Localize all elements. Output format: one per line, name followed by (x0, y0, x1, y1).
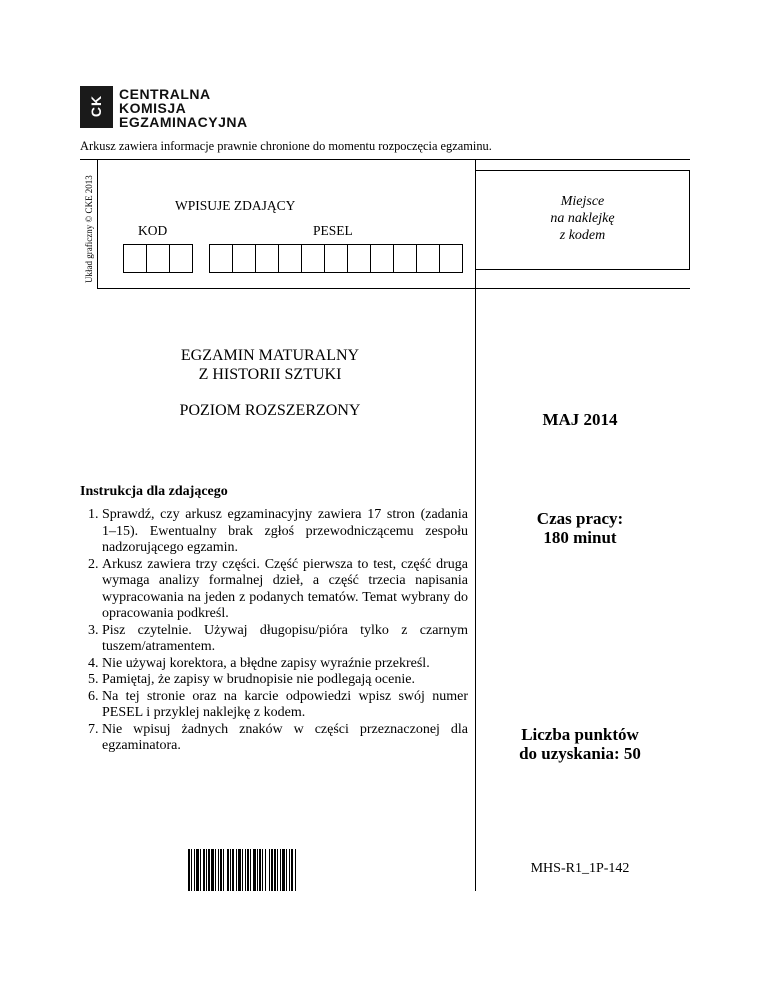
exam-title-2: Z HISTORII SZTUKI (198, 366, 342, 383)
exam-session: MAJ 2014 (542, 410, 618, 429)
kod-box[interactable] (147, 245, 170, 272)
logo-line-2: KOMISJA (119, 100, 187, 116)
logo-line-1: CENTRALNA (119, 86, 211, 102)
instruction-item: 5. Pamiętaj, że zapisy w brudnopisie nie podlegają ocenie. (102, 672, 468, 689)
instruction-item: 4. Nie używaj korektora, a błędne zapisy wyraźnie przekreśl. (102, 656, 468, 673)
pesel-box[interactable] (440, 245, 462, 272)
instruction-item: 7. Nie wpisuj żadnych znaków w części przeznaczonej dla egzaminatora. (102, 722, 468, 755)
pesel-box[interactable] (417, 245, 440, 272)
points-label: Liczba punktów (521, 725, 639, 744)
pesel-label: PESEL (313, 223, 353, 238)
points-value: do uzyskania: 50 (519, 744, 641, 763)
instruction-item: 1. Sprawdź, czy arkusz egzaminacyjny zawiera 17 stron (zadania 1–15). Ewentualny brak zgłoś przewodniczącemu zespołu nadzorującego egzamin. (102, 507, 468, 557)
pesel-boxes[interactable] (209, 244, 463, 273)
barcode-image (188, 849, 401, 891)
pesel-box[interactable] (210, 245, 233, 272)
kod-box[interactable] (170, 245, 192, 272)
kod-box[interactable] (124, 245, 147, 272)
pesel-box[interactable] (256, 245, 279, 272)
logo-mark-text: CK (88, 94, 105, 118)
pesel-box[interactable] (371, 245, 394, 272)
top-rule (80, 159, 690, 160)
sticker-placeholder (475, 170, 690, 270)
header-bottom-rule (97, 288, 690, 289)
pesel-box[interactable] (302, 245, 325, 272)
sticker-line-3: z kodem (559, 228, 606, 243)
time-value: 180 minut (543, 528, 617, 547)
sticker-line-1: Miejsce (560, 194, 605, 209)
logo-line-3: EGZAMINACYJNA (119, 114, 248, 130)
time-label: Czas pracy: (536, 509, 624, 528)
instructions-list (80, 507, 468, 755)
instructions-heading: Instrukcja dla zdającego (80, 484, 228, 499)
pesel-box[interactable] (325, 245, 348, 272)
instruction-item: 6. Na tej stronie oraz na karcie odpowiedzi wpisz swój numer PESEL i przyklej naklejkę z kodem. (102, 689, 468, 722)
legal-notice: Arkusz zawiera informacje prawnie chronione do momentu rozpoczęcia egzaminu. (80, 139, 492, 153)
pesel-box[interactable] (348, 245, 371, 272)
cke-logo-text (119, 87, 248, 129)
kod-label: KOD (138, 223, 168, 238)
kod-boxes[interactable] (123, 244, 193, 273)
pesel-box[interactable] (233, 245, 256, 272)
barcode-bar (296, 849, 297, 891)
left-margin-line (97, 159, 98, 289)
sticker-line-2: na naklejkę (550, 211, 615, 226)
copyright-vertical: Układ graficzny © CKE 2013 (84, 175, 94, 283)
instruction-item: 2. Arkusz zawiera trzy części. Część pierwsza to test, część druga wymaga analizy formalnej dzieł, a część trzecia napisania wypracowania na jeden z podanych tematów. Temat wybrany do opracowania podkreśl. (102, 557, 468, 623)
exam-level: POZIOM ROZSZERZONY (179, 402, 361, 419)
points-info (490, 725, 670, 763)
cke-logo-mark (80, 86, 113, 128)
pesel-box[interactable] (394, 245, 417, 272)
exam-title-1: EGZAMIN MATURALNY (180, 347, 360, 364)
instruction-item: 3. Pisz czytelnie. Używaj długopisu/pióra tylko z czarnym tuszem/atramentem. (102, 623, 468, 656)
pesel-box[interactable] (279, 245, 302, 272)
candidate-fills-label: WPISUJE ZDAJĄCY (175, 198, 296, 213)
time-info (490, 509, 670, 547)
exam-code: MHS-R1_1P-142 (530, 861, 630, 876)
